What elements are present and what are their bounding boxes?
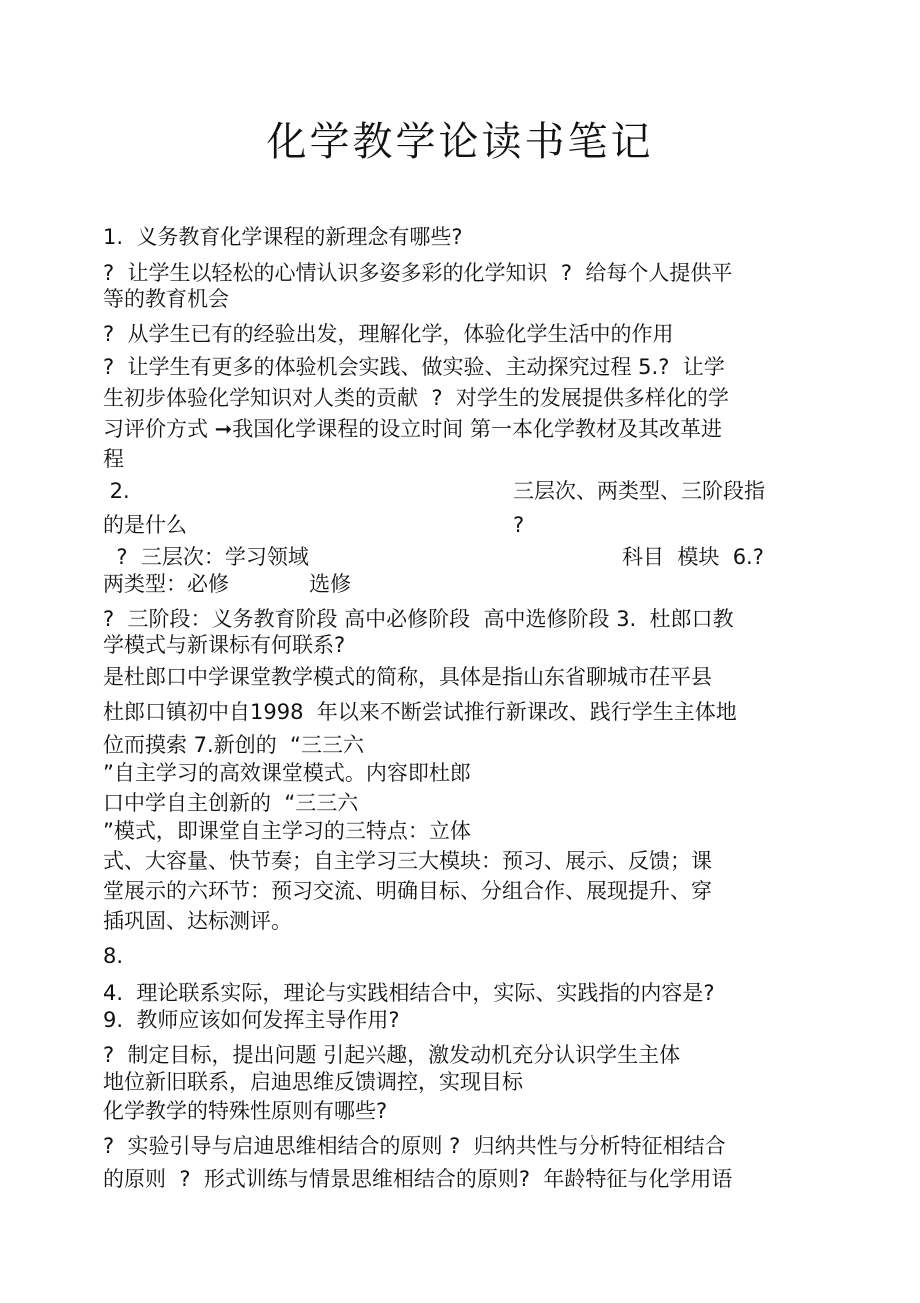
- body-line: 插巩固、达标测评。: [103, 909, 292, 933]
- question-3: 学模式与新课标有何联系?: [103, 633, 346, 657]
- question-4: 4. 理论联系实际，理论与实践相结合中，实际、实践指的内容是?: [103, 981, 715, 1005]
- body-line: ”模式，即课堂自主学习的三特点：立体: [103, 819, 471, 843]
- body-line: 式、大容量、快节奏；自主学习三大模块：预习、展示、反馈；课: [103, 849, 712, 873]
- body-line: 程: [103, 447, 124, 471]
- body-line: 两类型：必修 选修: [103, 572, 352, 596]
- question-9: 9. 教师应该如何发挥主导作用?: [103, 1008, 400, 1032]
- body-line: ? 三层次：学习领域: [103, 545, 309, 569]
- body-line: 等的教育机会: [103, 287, 229, 311]
- body-line: ? 制定目标，提出问题 引起兴趣，激发动机充分认识学生主体: [103, 1043, 681, 1067]
- body-line: 位而摸索 7.新创的 “三三六: [103, 733, 364, 757]
- body-line: 的是什么: [103, 513, 187, 537]
- body-line: ? 实验引导与启迪思维相结合的原则 ? 归纳共性与分析特征相结合: [103, 1134, 726, 1158]
- body-line: 习评价方式 ➞我国化学课程的设立时间 第一本化学教材及其改革进: [103, 417, 722, 441]
- body-line: 口中学自主创新的 “三三六: [103, 791, 359, 815]
- question-2-number: 2.: [103, 479, 130, 503]
- body-line: 化学教学的特殊性原则有哪些?: [103, 1099, 388, 1123]
- body-line: ? 从学生已有的经验出发，理解化学，体验化学生活中的作用: [103, 322, 674, 346]
- body-line: 生初步体验化学知识对人类的贡献 ? 对学生的发展提供多样化的学: [103, 386, 729, 410]
- body-line: 地位新旧联系，启迪思维反馈调控，实现目标: [103, 1070, 523, 1094]
- body-line: ”自主学习的高效课堂模式。内容即杜郎: [103, 761, 471, 785]
- question-8: 8.: [103, 944, 124, 968]
- body-line: 的原则 ? 形式训练与情景思维相结合的原则? 年龄特征与化学用语: [103, 1167, 733, 1191]
- body-line: ? 让学生以轻松的心情认识多姿多彩的化学知识 ? 给每个人提供平: [103, 261, 733, 285]
- body-line: ? 让学生有更多的体验机会实践、做实验、主动探究过程 5.? 让学: [103, 355, 725, 379]
- question-1: 1. 义务教育化学课程的新理念有哪些?: [103, 225, 463, 249]
- body-line-right: 科目 模块 6.?: [622, 545, 764, 569]
- body-line: 杜郎口镇初中自1998 年以来不断尝试推行新课改、践行学生主体地: [103, 700, 737, 724]
- page-title: 化学教学论读书笔记: [266, 119, 654, 165]
- body-line: ? 三阶段：义务教育阶段 高中必修阶段 高中选修阶段 3. 杜郎口教: [103, 607, 734, 631]
- question-2-text: 三层次、两类型、三阶段指: [513, 479, 765, 503]
- question-mark: ?: [513, 513, 525, 537]
- body-line: 堂展示的六环节：预习交流、明确目标、分组合作、展现提升、穿: [103, 879, 712, 903]
- body-line: 是杜郎口中学课堂教学模式的简称，具体是指山东省聊城市茌平县: [103, 665, 712, 689]
